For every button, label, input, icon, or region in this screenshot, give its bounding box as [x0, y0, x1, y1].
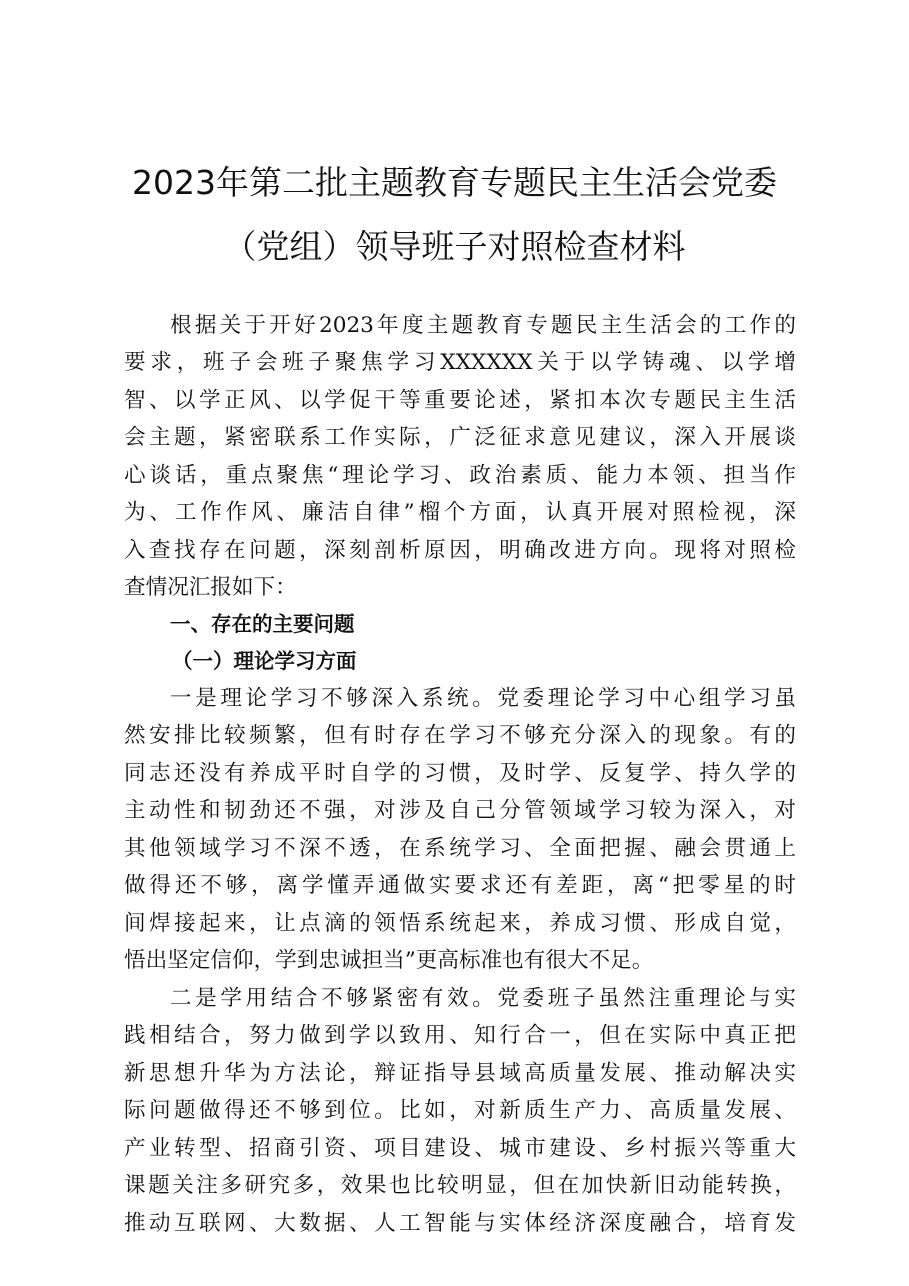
body-line: 二是学用结合不够紧密有效。党委班子虽然注重理论与实 [170, 986, 796, 1011]
body-line: 一是理论学习不够深入系统。党委理论学习中心组学习虽 [170, 686, 796, 711]
subsection-heading: （一）理论学习方面 [172, 649, 357, 673]
section-heading: 一、存在的主要问题 [170, 612, 355, 636]
body-line: 悟出坚定信仰，学到忠诚担当”更高标准也有很大不足。 [124, 948, 654, 973]
intro-line: 心谈话，重点聚焦“理论学习、政治素质、能力本领、担当作 [124, 463, 796, 488]
body-line: 间焊接起来，让点滴的领悟系统起来，养成习惯、形成自觉， [124, 911, 796, 936]
body-line: 际问题做得还不够到位。比如，对新质生产力、高质量发展、 [124, 1098, 796, 1123]
body-line: 新思想升华为方法论，辩证指导县域高质量发展、推动解决实 [124, 1061, 796, 1086]
body-line: 主动性和韧劲还不强，对涉及自己分管领域学习较为深入，对 [124, 798, 796, 823]
document-title-line-1: 2023年第二批主题教育专题民主生活会党委 [132, 163, 777, 202]
body-line: 同志还没有养成平时自学的习惯，及时学、反复学、持久学的 [124, 761, 796, 786]
intro-line: 会主题，紧密联系工作实际，广泛征求意见建议，深入开展谈 [124, 425, 796, 450]
body-line: 做得还不够，离学懂弄通做实要求还有差距，离“把零星的时 [124, 873, 796, 898]
body-line: 产业转型、招商引资、项目建设、城市建设、乡村振兴等重大 [124, 1136, 796, 1161]
body-line: 然安排比较频繁，但有时存在学习不够充分深入的现象。有的 [124, 723, 796, 748]
intro-line: 入查找存在问题，深刻剖析原因，明确改进方向。现将对照检 [124, 538, 796, 563]
body-line: 其他领域学习不深不透，在系统学习、全面把握、融会贯通上 [124, 836, 796, 861]
intro-line: 为、工作作风、廉洁自律”榴个方面，认真开展对照检视，深 [124, 500, 796, 525]
intro-line: 根据关于开好2023年度主题教育专题民主生活会的工作的 [170, 313, 796, 338]
body-line: 践相结合，努力做到学以致用、知行合一，但在实际中真正把 [124, 1023, 796, 1048]
intro-line: 要求，班子会班子聚焦学习XXXXXX关于以学铸魂、以学增 [124, 350, 796, 375]
document-title-line-2: （党组）领导班子对照检查材料 [223, 227, 686, 266]
body-line: 课题关注多研究多，效果也比较明显，但在加快新旧动能转换， [124, 1173, 796, 1198]
intro-line: 智、以学正风、以学促干等重要论述，紧扣本次专题民主生活 [124, 388, 796, 413]
intro-line: 查情况汇报如下： [124, 575, 297, 600]
body-line: 推动互联网、大数据、人工智能与实体经济深度融合，培育发 [124, 1211, 796, 1236]
